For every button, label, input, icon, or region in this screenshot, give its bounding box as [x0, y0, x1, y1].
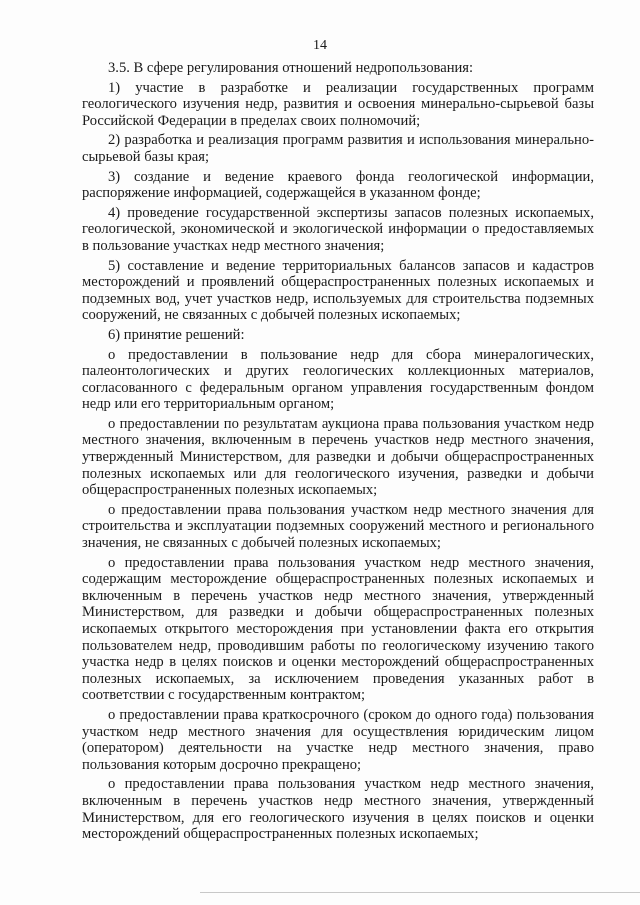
paragraph: о предоставлении права пользования участком недр местного значения, содержащим месторождение общераспространенных полезных ископаемых и включенным в перечень участков недр местного значения, утвержденный Министерством, для разведки и добычи общераспространенных полезных ископаемых открытого месторождения при установлении факта его открытия пользователем недр, проводившим работы по геологическому изучению такого участка недр в целях поисков и оценки месторождений общераспространенных полезных ископаемых, за исключением проведения указанных работ в соответствии с государственным контрактом;: [82, 554, 594, 704]
paragraph: о предоставлении права краткосрочного (сроком до одного года) пользования участком недр местного значения для осуществления юридическим лицом (оператором) деятельности на участке недр местного значения, право пользования которым досрочно прекращено;: [82, 706, 594, 773]
scan-edge-line: [200, 892, 640, 893]
paragraph: 1) участие в разработке и реализации государственных программ геологического изучения недр, развития и освоения минерально-сырьевой базы Российской Федерации в пределах своих полномочий;: [82, 79, 594, 129]
document-body: [82, 60, 594, 846]
paragraph: о предоставлении по результатам аукциона права пользования участком недр местного значения, включенным в перечень участков недр местного значения, утвержденный Министерством, для разведки и добычи общераспространенных полезных ископаемых или для геологического изучения, разведки и добычи общераспространенных полезных ископаемых;: [82, 415, 594, 499]
page-number: 14: [313, 38, 327, 53]
paragraph: о предоставлении права пользования участком недр местного значения для строительства и эксплуатации подземных сооружений местного и регионального значения, не связанных с добычей полезных ископаемых;: [82, 501, 594, 552]
paragraph: 3) создание и ведение краевого фонда геологической информации, распоряжение информацией, содержащейся в указанном фонде;: [82, 168, 594, 202]
paragraph: 2) разработка и реализация программ развития и использования минерально-сырьевой базы края;: [82, 132, 594, 165]
paragraph: о предоставлении права пользования участком недр местного значения, включенным в перечень участков недр местного значения, утвержденный Министерством, для его геологического изучения в целях поисков и оценки месторождений общераспространенных полезных ископаемых;: [82, 776, 594, 843]
paragraph: о предоставлении в пользование недр для сбора минералогических, палеонтологических и других геологических коллекционных материалов, согласованного с федеральным органом управления государственным фондом недр или его территориальным органом;: [82, 346, 594, 413]
paragraph: 6) принятие решений:: [108, 326, 245, 343]
section-heading: 3.5. В сфере регулирования отношений недропользования:: [108, 60, 474, 76]
paragraph: 4) проведение государственной экспертизы запасов полезных ископаемых, геологической, экономической и экологической информации о предоставляемых в пользование участках недр местного значения;: [82, 204, 594, 254]
paragraph: 5) составление и ведение территориальных балансов запасов и кадастров месторождений и проявлений общераспространенных полезных ископаемых и подземных вод, учет участков недр, используемых для строительства подземных сооружений, не связанных с добычей полезных ископаемых;: [82, 257, 594, 324]
